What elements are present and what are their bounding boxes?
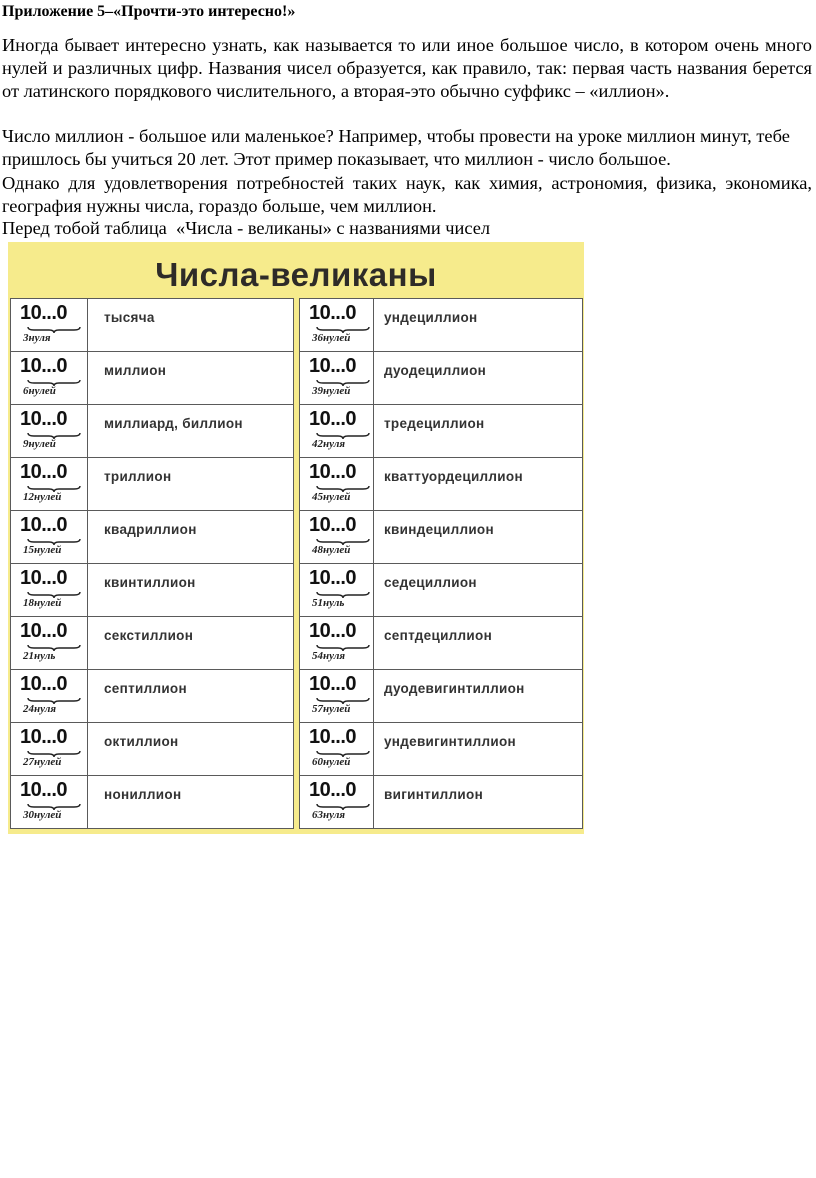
number-name: миллиард, биллион bbox=[104, 416, 243, 431]
number-value: 10...0 bbox=[309, 355, 357, 377]
number-name: квинтиллион bbox=[104, 575, 196, 590]
zeros-count: 42нуля bbox=[312, 438, 346, 450]
number-cell bbox=[11, 405, 88, 457]
number-value: 10...0 bbox=[309, 461, 357, 483]
number-value: 10...0 bbox=[309, 779, 357, 801]
zeros-count: 27нулей bbox=[23, 756, 62, 768]
table-row bbox=[11, 617, 293, 670]
number-cell bbox=[300, 617, 374, 669]
number-value: 10...0 bbox=[309, 726, 357, 748]
zeros-count: 15нулей bbox=[23, 544, 62, 556]
number-cell bbox=[300, 723, 374, 775]
number-value: 10...0 bbox=[20, 620, 68, 642]
table-row bbox=[300, 776, 582, 828]
zeros-count: 51нуль bbox=[312, 597, 345, 609]
number-cell bbox=[300, 776, 374, 828]
number-cell bbox=[11, 299, 88, 351]
zeros-count: 24нуля bbox=[23, 703, 57, 715]
zeros-count: 21нуль bbox=[23, 650, 56, 662]
number-name: ундевигинтиллион bbox=[384, 734, 516, 749]
number-name: септдециллион bbox=[384, 628, 493, 643]
number-cell bbox=[300, 511, 374, 563]
zeros-count: 3нуля bbox=[23, 332, 51, 344]
number-name: вигинтиллион bbox=[384, 787, 484, 802]
number-name: дуодециллион bbox=[384, 363, 487, 378]
zeros-count: 48нулей bbox=[312, 544, 351, 556]
table-row bbox=[11, 564, 293, 617]
zeros-count: 45нулей bbox=[312, 491, 351, 503]
paragraph-million: Число миллион - большое или маленькое? Например, чтобы провести на уроке миллион минут, тебе пришлось бы учиться 20 лет. Этот пример показывает, что миллион - число большое. bbox=[2, 126, 790, 169]
number-cell bbox=[11, 564, 88, 616]
number-name: седециллион bbox=[384, 575, 477, 590]
number-value: 10...0 bbox=[20, 461, 68, 483]
table-row bbox=[300, 458, 582, 511]
number-cell bbox=[300, 405, 374, 457]
table-row bbox=[11, 670, 293, 723]
number-cell bbox=[300, 670, 374, 722]
table-left-column bbox=[10, 298, 294, 829]
table-row bbox=[11, 299, 293, 352]
table-row bbox=[11, 776, 293, 828]
number-value: 10...0 bbox=[309, 408, 357, 430]
table-row bbox=[300, 511, 582, 564]
number-value: 10...0 bbox=[20, 355, 68, 377]
table-row bbox=[11, 511, 293, 564]
number-cell bbox=[300, 352, 374, 404]
table-row bbox=[300, 670, 582, 723]
table-row bbox=[300, 299, 582, 352]
zeros-count: 54нуля bbox=[312, 650, 346, 662]
number-name: нониллион bbox=[104, 787, 182, 802]
paragraph-table-intro: Перед тобой таблица «Числа - великаны» с названиями чисел bbox=[2, 218, 491, 238]
number-cell bbox=[300, 299, 374, 351]
paragraph-sciences: Однако для удовлетворения потребностей таких наук, как химия, астрономия, физика, экономика, география нужны числа, гораздо больше, чем миллион. bbox=[2, 173, 812, 216]
table-row bbox=[300, 352, 582, 405]
number-name: квадриллион bbox=[104, 522, 197, 537]
number-name: ундециллион bbox=[384, 310, 478, 325]
number-value: 10...0 bbox=[20, 514, 68, 536]
number-name: кваттуордециллион bbox=[384, 469, 523, 484]
number-cell bbox=[11, 511, 88, 563]
table-row bbox=[11, 352, 293, 405]
zeros-count: 18нулей bbox=[23, 597, 62, 609]
number-value: 10...0 bbox=[20, 302, 68, 324]
number-name: октиллион bbox=[104, 734, 179, 749]
table-row bbox=[11, 723, 293, 776]
number-value: 10...0 bbox=[20, 673, 68, 695]
zeros-count: 57нулей bbox=[312, 703, 351, 715]
number-cell bbox=[300, 458, 374, 510]
number-name: триллион bbox=[104, 469, 172, 484]
number-value: 10...0 bbox=[309, 673, 357, 695]
number-cell bbox=[11, 723, 88, 775]
number-cell bbox=[11, 352, 88, 404]
number-value: 10...0 bbox=[20, 567, 68, 589]
table-row bbox=[300, 723, 582, 776]
number-name: тысяча bbox=[104, 310, 155, 325]
number-name: дуодевигинтиллион bbox=[384, 681, 525, 696]
number-cell bbox=[11, 776, 88, 828]
number-value: 10...0 bbox=[309, 302, 357, 324]
number-value: 10...0 bbox=[20, 408, 68, 430]
paragraph-intro: Иногда бывает интересно узнать, как называется то или иное большое число, в котором очень много нулей и различных цифр. Названия чисел образуется, как правило, так: первая часть названия берется от латинского порядкового числительного, а вторая-это обычно суффикс – «иллион». bbox=[2, 35, 812, 101]
table-title: Числа-великаны bbox=[155, 256, 437, 293]
number-value: 10...0 bbox=[20, 779, 68, 801]
zeros-count: 12нулей bbox=[23, 491, 62, 503]
table-row bbox=[300, 405, 582, 458]
number-value: 10...0 bbox=[20, 726, 68, 748]
table-right-column bbox=[299, 298, 583, 829]
number-cell bbox=[11, 458, 88, 510]
number-name: миллион bbox=[104, 363, 167, 378]
table-row bbox=[300, 617, 582, 670]
number-name: квиндециллион bbox=[384, 522, 494, 537]
zeros-count: 9нулей bbox=[23, 438, 56, 450]
table-row bbox=[300, 564, 582, 617]
number-value: 10...0 bbox=[309, 514, 357, 536]
zeros-count: 39нулей bbox=[312, 385, 351, 397]
zeros-count: 60нулей bbox=[312, 756, 351, 768]
appendix-heading: Приложение 5–«Прочти-это интересно!» bbox=[2, 3, 296, 20]
number-value: 10...0 bbox=[309, 567, 357, 589]
number-name: септиллион bbox=[104, 681, 187, 696]
zeros-count: 30нулей bbox=[23, 809, 62, 821]
table-row bbox=[11, 405, 293, 458]
big-numbers-table bbox=[8, 242, 584, 834]
zeros-count: 36нулей bbox=[312, 332, 351, 344]
zeros-count: 6нулей bbox=[23, 385, 56, 397]
number-name: секстиллион bbox=[104, 628, 194, 643]
number-cell bbox=[11, 617, 88, 669]
table-row bbox=[11, 458, 293, 511]
number-cell bbox=[300, 564, 374, 616]
number-cell bbox=[11, 670, 88, 722]
number-value: 10...0 bbox=[309, 620, 357, 642]
number-name: тредециллион bbox=[384, 416, 485, 431]
zeros-count: 63нуля bbox=[312, 809, 346, 821]
